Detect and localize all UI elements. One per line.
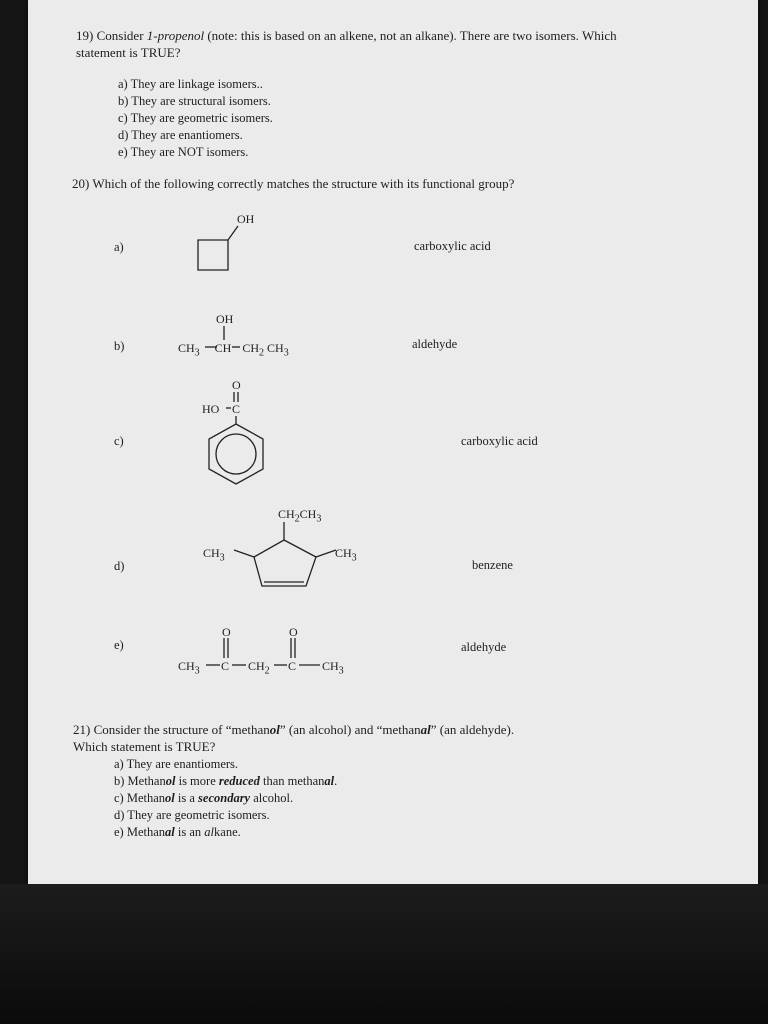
q20-prompt: 20) Which of the following correctly matches the structure with its functional group? [72, 176, 515, 191]
butanol-ch: CH [214, 341, 232, 355]
q21-b-bold3: al [324, 774, 335, 788]
dione-ch3-left: CH [178, 659, 195, 673]
q19-option-b: b) They are structural isomers. [118, 94, 271, 108]
cyclopentene-right-substituent [335, 546, 357, 563]
q21-text-1: 21) Consider the structure of “methan [73, 722, 270, 737]
q20-c-group: carboxylic acid [461, 434, 538, 448]
ch2-sub: 2 [294, 513, 300, 525]
dione-o2: O [289, 625, 298, 639]
dione-ch3-right: CH [322, 659, 339, 673]
q20-b-group: aldehyde [412, 337, 458, 351]
ch3-top-sub: 3 [316, 513, 322, 525]
q19-line2: statement is TRUE? [76, 45, 181, 60]
q20-b-letter: b) [114, 339, 125, 353]
q20-a-group: carboxylic acid [414, 239, 491, 253]
q21-e-text2: is an [174, 825, 205, 839]
dione-ch2-wrap [248, 659, 270, 676]
q21-bold-al: al [420, 722, 431, 737]
q20-e-letter: e) [114, 638, 124, 652]
q19-text-post: (note: this is based on an alkene, not an alkane). There are two isomers. Which [204, 28, 617, 43]
q20-e-group: aldehyde [461, 640, 507, 654]
q20-c-letter: c) [114, 434, 124, 448]
cyclopentene-structure [228, 520, 338, 590]
q21-option-d: d) They are geometric isomers. [114, 808, 270, 822]
cyclobutanol-oh: OH [237, 212, 255, 226]
q21-option-c [114, 790, 293, 806]
ch3-left-sub: 3 [219, 552, 225, 564]
q19-option-d: d) They are enantiomers. [118, 128, 243, 142]
q21-b-bold1: ol [165, 774, 176, 788]
q21-c-text2: is a [174, 791, 199, 805]
dione-s3-left: 3 [194, 665, 200, 677]
dione-chain [178, 659, 344, 677]
butanol-chain [178, 341, 289, 358]
ch3-right-label: CH [335, 546, 352, 560]
q21-e-italic: al [204, 825, 215, 839]
dione-c1: C [221, 659, 230, 673]
benzoic-c: C [232, 402, 241, 416]
q21-b-bold2: reduced [218, 774, 260, 788]
q19-option-a: a) They are linkage isomers.. [118, 77, 263, 91]
q21-b-text3: than methan [259, 774, 325, 788]
dione-s2: 2 [264, 665, 270, 677]
q19-text-pre: Consider [96, 28, 147, 43]
q21-e-bold1: al [165, 825, 175, 839]
q21-b-text1: b) Methan [114, 774, 166, 788]
q19-option-e: e) They are NOT isomers. [118, 145, 249, 159]
cyclopentene-left-substituent [203, 546, 225, 563]
q21-line1 [73, 721, 514, 738]
q21-b-text4: . [334, 774, 338, 788]
q20-a-letter: a) [114, 240, 124, 254]
butanol-ch3-left: CH [178, 341, 195, 355]
q21-option-a: a) They are enantiomers. [114, 757, 239, 771]
butanol-sub3b: 3 [283, 347, 289, 359]
q19-line1 [76, 27, 617, 44]
q21-bold-ol: ol [269, 722, 280, 737]
q21-option-e [114, 824, 241, 840]
butanol-sub3: 3 [194, 347, 200, 359]
butanol-ch3-right: CH [267, 341, 284, 355]
ch3-right-sub: 3 [351, 552, 357, 564]
ch3-top-label: CH [299, 507, 317, 521]
q19-option-c: c) They are geometric isomers. [118, 111, 273, 125]
benzene-ring-structure [206, 392, 270, 482]
ch2-label: CH [278, 507, 295, 521]
dione-c2: C [288, 659, 297, 673]
q21-text-2: ” (an alcohol) and “methan [279, 722, 421, 737]
q21-b-text2: is more [175, 774, 219, 788]
butanol-ch2: CH [242, 341, 260, 355]
dione-ch2: CH [248, 659, 265, 673]
q19-compound: 1-propenol [146, 28, 205, 43]
q21-c-bold2: secondary [198, 791, 251, 805]
q21-line2: Which statement is TRUE? [73, 739, 216, 754]
q21-option-b [114, 773, 337, 789]
q20-d-letter: d) [114, 559, 125, 573]
ch3-left-label: CH [203, 546, 220, 560]
worksheet-page [28, 0, 758, 884]
butanol-sub2: 2 [259, 347, 265, 359]
q20-d-group: benzene [472, 558, 513, 572]
benzoic-o: O [232, 378, 241, 392]
q21-c-bold1: ol [165, 791, 175, 805]
cyclobutanol-structure [196, 220, 256, 270]
q21-c-text1: c) Methan [114, 791, 166, 805]
q21-c-text3: alcohol. [250, 791, 294, 805]
benzoic-ho: HO [202, 402, 220, 416]
q19-number: 19) [76, 28, 94, 43]
q21-text-3: ” (an aldehyde). [430, 722, 515, 737]
dione-o1: O [222, 625, 231, 639]
q21-e-text1: e) Methan [114, 825, 166, 839]
dione-s3-right: 3 [338, 665, 344, 677]
dark-background [0, 884, 768, 1024]
q21-e-text3: kane. [214, 825, 241, 839]
dione-ch3-right-wrap [322, 659, 344, 676]
butanol-oh: OH [216, 312, 234, 326]
